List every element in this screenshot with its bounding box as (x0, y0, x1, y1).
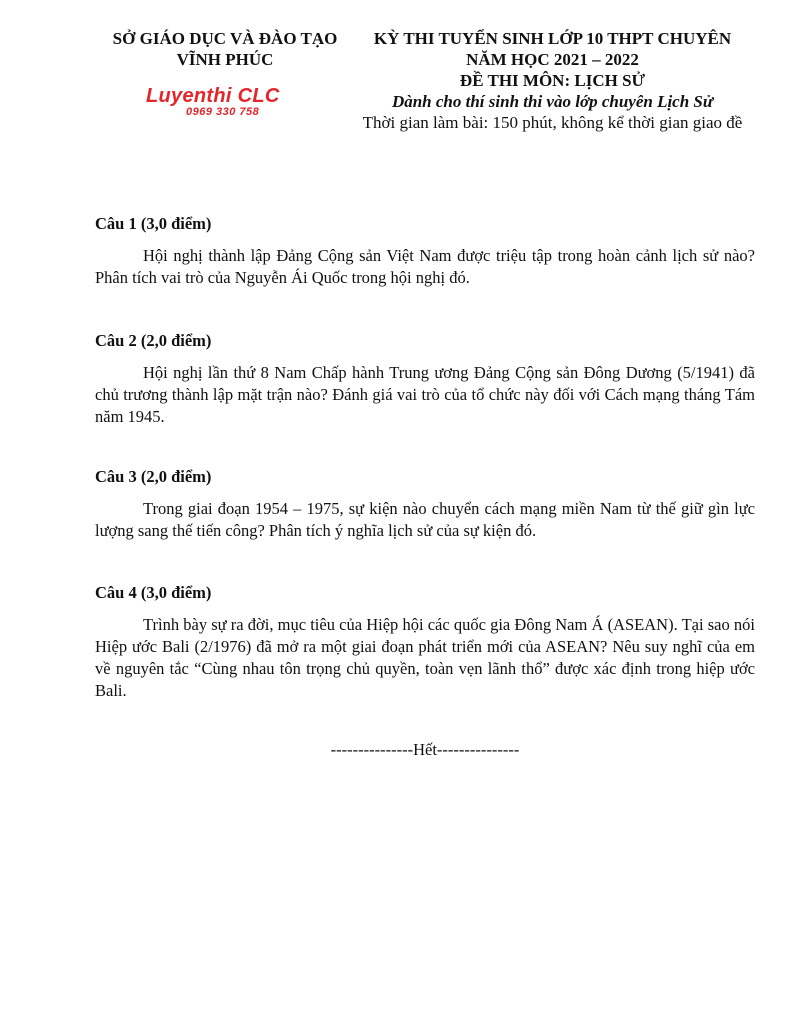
school-year: NĂM HỌC 2021 – 2022 (466, 50, 639, 69)
question-3-body: Trong giai đoạn 1954 – 1975, sự kiện nào chuyển cách mạng miền Nam từ thế giữ gìn lực lượng sang thế tiến công? Phân tích ý nghĩa lịch sử của sự kiện đó. (95, 499, 755, 540)
authority-line-1: SỞ GIÁO DỤC VÀ ĐÀO TẠO (112, 29, 338, 48)
question-3-title: Câu 3 (2,0 điểm) (95, 467, 212, 486)
exam-header (355, 28, 750, 133)
logo-phone: 0969 330 758 (186, 106, 260, 118)
exam-audience: Dành cho thí sinh thi vào lớp chuyên Lịch Sử (391, 92, 714, 111)
question-1-title: Câu 1 (3,0 điểm) (95, 214, 212, 233)
question-2 (95, 330, 755, 428)
question-1-body: Hội nghị thành lập Đảng Cộng sản Việt Nam được triệu tập trong hoàn cảnh lịch sử nào? Phân tích vai trò của Nguyễn Ái Quốc trong hội nghị đó. (95, 246, 755, 287)
question-1 (95, 213, 755, 289)
question-2-body: Hội nghị lần thứ 8 Nam Chấp hành Trung ương Đảng Cộng sản Đông Dương (5/1941) đã chủ trương thành lập mặt trận nào? Đánh giá vai trò của tổ chức này đối với Cách mạng tháng Tám năm 1945. (95, 363, 755, 426)
authority-line-2: VĨNH PHÚC (176, 50, 274, 69)
exam-title: KỲ THI TUYỂN SINH LỚP 10 THPT CHUYÊN (373, 29, 732, 48)
question-4-body: Trình bày sự ra đời, mục tiêu của Hiệp hội các quốc gia Đông Nam Á (ASEAN). Tại sao nói Hiệp ước Bali (2/1976) đã mở ra một giai đoạn phát triển mới của ASEAN? Nêu suy nghĩ của em về nguyên tắc “Cùng nhau tôn trọng chủ quyền, toàn vẹn lãnh thổ” được xác định trong hiệp ước Bali. (95, 615, 755, 700)
question-4 (95, 582, 755, 702)
exam-duration: Thời gian làm bài: 150 phút, không kể thời gian giao đề (362, 113, 743, 132)
question-4-title: Câu 4 (3,0 điểm) (95, 583, 212, 602)
logo-text: Luyenthi CLC (146, 85, 280, 107)
end-marker: ---------------Hết--------------- (330, 740, 520, 759)
luyenthi-logo (146, 86, 306, 118)
question-2-title: Câu 2 (2,0 điểm) (95, 331, 212, 350)
issuing-authority (95, 28, 355, 70)
exam-subject: ĐỀ THI MÔN: LỊCH SỬ (459, 71, 646, 90)
question-3 (95, 466, 755, 542)
